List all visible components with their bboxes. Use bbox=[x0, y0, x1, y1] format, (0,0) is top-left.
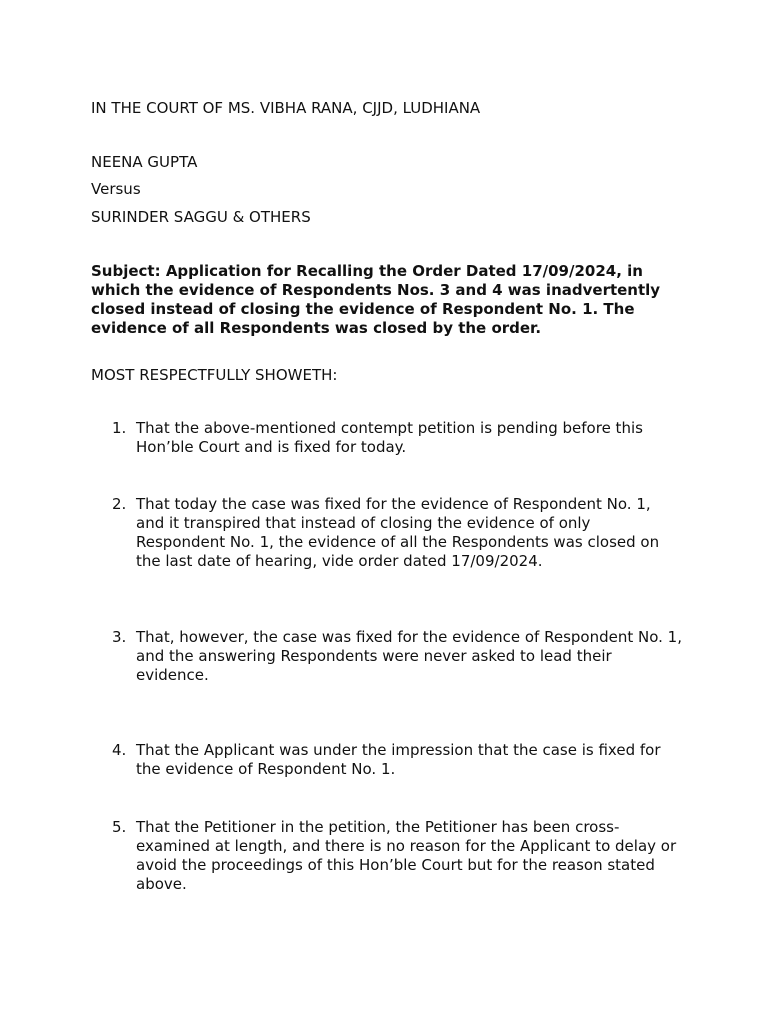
list-item-text: That the Petitioner in the petition, the Petitioner has been cross-examined at length, and there is no reason for the Applicant to delay or avoid the proceedings of this Hon’ble Court but for the reason stated above. bbox=[136, 818, 677, 893]
list-item-number: 5. bbox=[112, 818, 127, 836]
list-item bbox=[112, 818, 682, 894]
subject-paragraph: Subject: Application for Recalling the Order Dated 17/09/2024, in which the evidence of Respondents Nos. 3 and 4 was inadvertently closed instead of closing the evidence of Respondent No. 1. The evidence of all Respondents was closed by the order. bbox=[91, 262, 661, 337]
salutation: MOST RESPECTFULLY SHOWETH: bbox=[91, 366, 338, 384]
petitioner-name: NEENA GUPTA bbox=[91, 153, 198, 171]
respondent-name: SURINDER SAGGU & OTHERS bbox=[91, 208, 311, 226]
list-item bbox=[112, 628, 682, 685]
versus-label: Versus bbox=[91, 180, 141, 198]
court-title: IN THE COURT OF MS. VIBHA RANA, CJJD, LUDHIANA bbox=[91, 99, 481, 117]
list-item-number: 3. bbox=[112, 628, 127, 646]
list-item-number: 1. bbox=[112, 419, 127, 437]
list-item-text: That the above-mentioned contempt petition is pending before this Hon’ble Court and is fixed for today. bbox=[136, 419, 643, 456]
list-item-text: That the Applicant was under the impression that the case is fixed for the evidence of Respondent No. 1. bbox=[136, 741, 661, 778]
list-item bbox=[112, 419, 682, 457]
list-item bbox=[112, 495, 682, 571]
list-item bbox=[112, 741, 682, 779]
list-item-text: That today the case was fixed for the evidence of Respondent No. 1, and it transpired that instead of closing the evidence of only Respondent No. 1, the evidence of all the Respondents was closed on the last date of hearing, vide order dated 17/09/2024. bbox=[136, 495, 660, 570]
list-item-text: That, however, the case was fixed for the evidence of Respondent No. 1, and the answering Respondents were never asked to lead their evidence. bbox=[136, 628, 682, 684]
list-item-number: 2. bbox=[112, 495, 127, 513]
list-item-number: 4. bbox=[112, 741, 127, 759]
